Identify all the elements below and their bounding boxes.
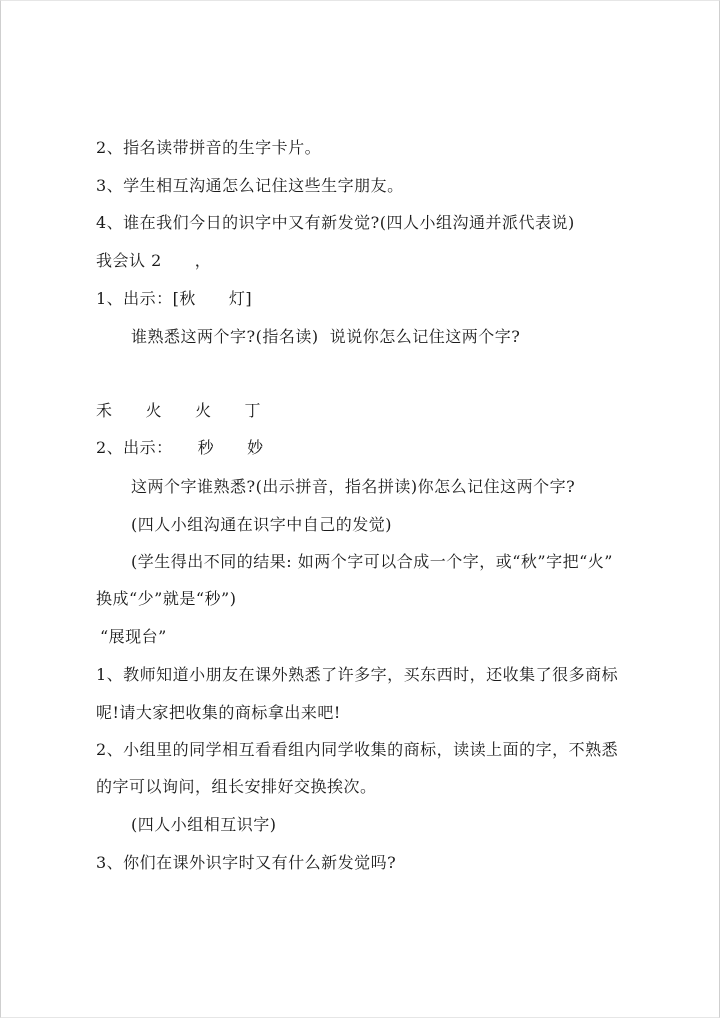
line-two-chars-pinyin: 这两个字谁熟悉?(出示拼音，指名拼读)你怎么记住这两个字? <box>131 477 576 496</box>
line-showcase-2: 2、小组里的同学相互看看组内同学收集的商标，读读上面的字，不熟悉 <box>96 740 619 759</box>
line-step-3-communicate: 3、学生相互沟通怎么记住这些生字朋友。 <box>96 176 404 195</box>
line-group-discovery: (四人小组沟通在识字中自己的发觉) <box>131 515 392 534</box>
line-show-1: 1、出示：[秋 灯] <box>96 289 253 308</box>
line-section-i-can-recognize: 我会认 2 ， <box>96 251 212 270</box>
line-showcase-1-continued: 呢!请大家把收集的商标拿出来吧! <box>96 703 341 722</box>
line-group-recognize: (四人小组相互识字) <box>131 815 277 834</box>
line-show-2: 2、出示： 秒 妙 <box>96 438 264 457</box>
line-students-results: (学生得出不同的结果: 如两个字可以合成一个字，或“秋”字把“火” <box>131 552 613 571</box>
line-step-2-read-cards: 2、指名读带拼音的生字卡片。 <box>96 138 322 157</box>
line-step-4-new-discovery: 4、谁在我们今日的识字中又有新发觉?(四人小组沟通并派代表说) <box>96 213 575 232</box>
line-results-continued: 换成“少”就是“秒”) <box>96 589 237 608</box>
line-showcase-2-continued: 的字可以询问，组长安排好交换挨次。 <box>96 777 377 796</box>
line-who-knows-two-chars: 谁熟悉这两个字?(指名读) 说说你怎么记住这两个字? <box>131 327 521 346</box>
line-section-showcase: “展现台” <box>100 627 167 646</box>
line-showcase-1: 1、教师知道小朋友在课外熟悉了许多字，买东西时，还收集了很多商标 <box>96 665 619 684</box>
line-radicals: 禾 火 火 丁 <box>96 401 262 420</box>
line-showcase-3: 3、你们在课外识字时又有什么新发觉吗? <box>96 853 397 872</box>
